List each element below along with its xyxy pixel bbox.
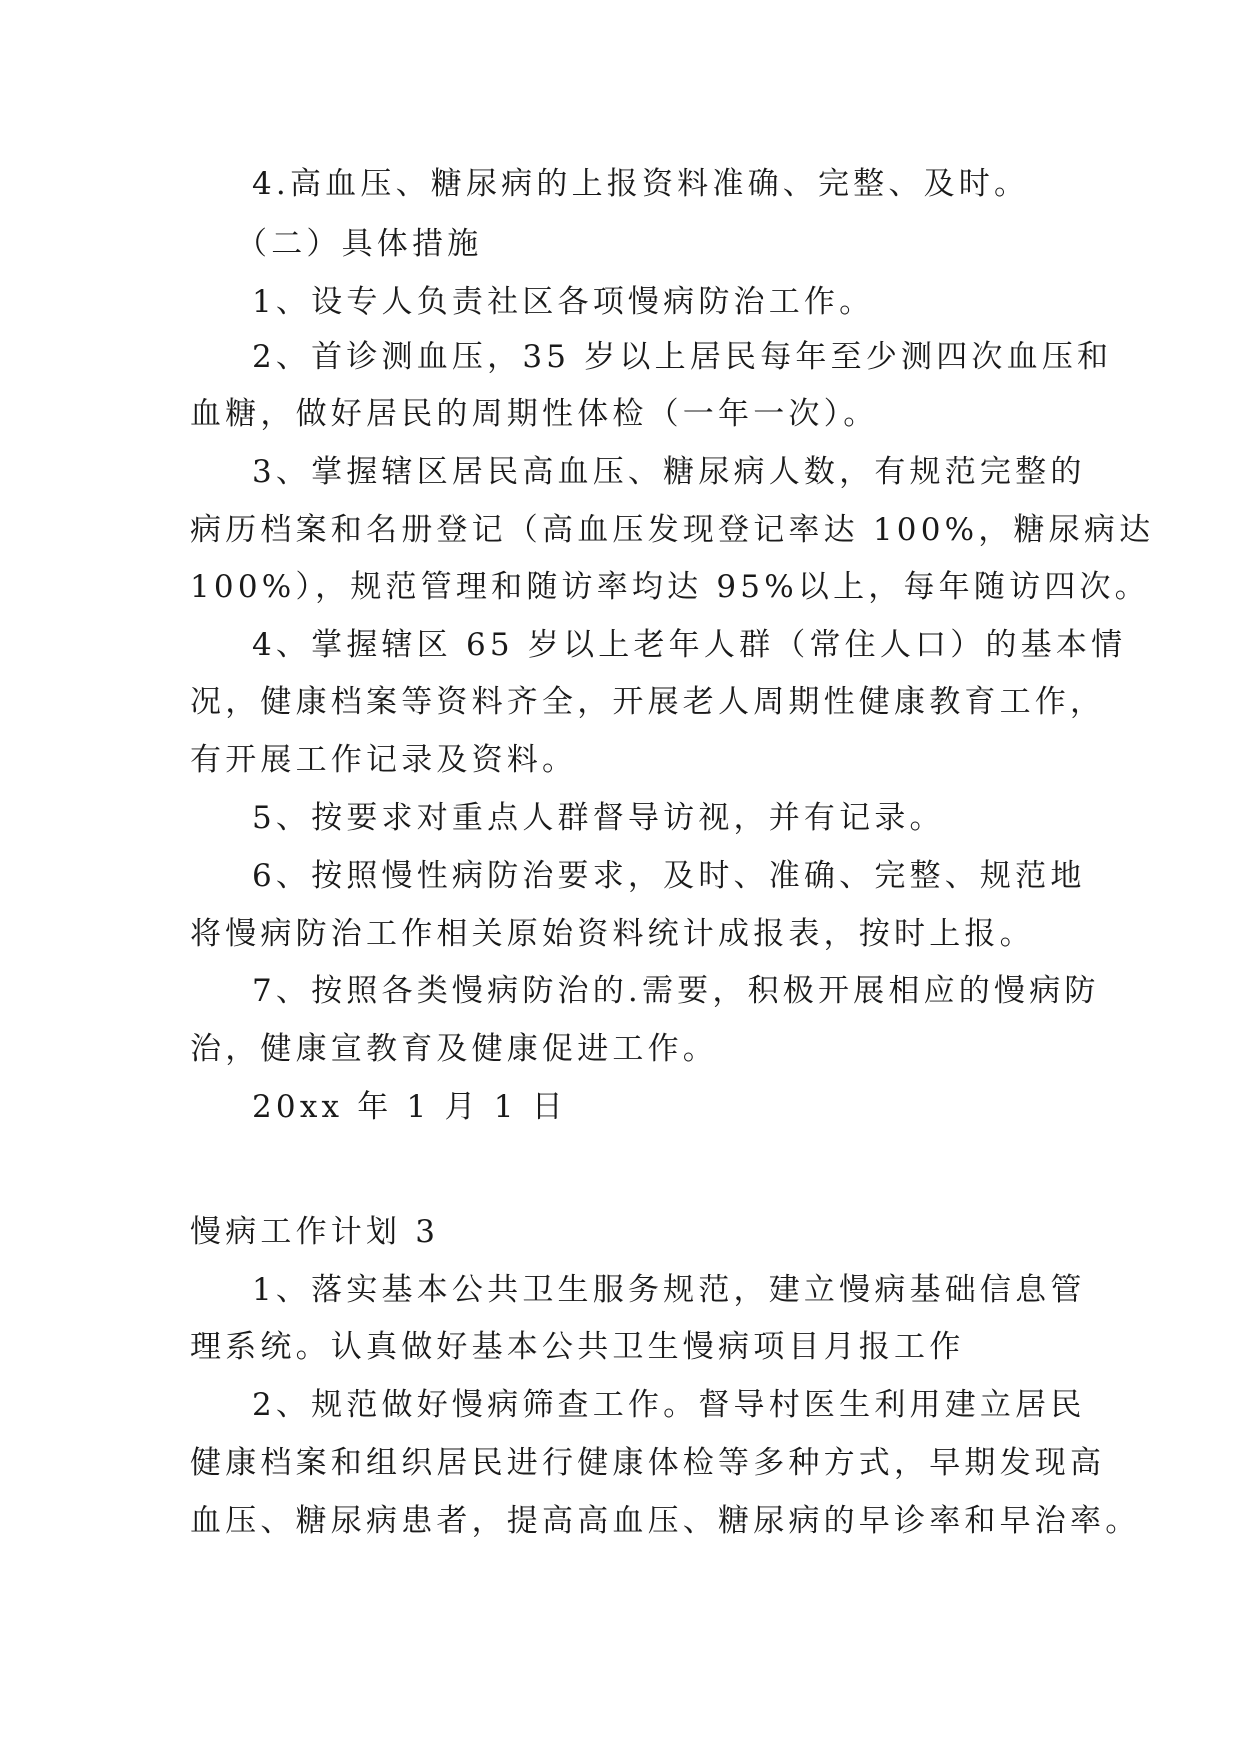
paragraph-line: 血压、糖尿病患者，提高高血压、糖尿病的早诊率和早治率。 bbox=[190, 1503, 1141, 1539]
paragraph-line: 2、规范做好慢病筛查工作。督导村医生利用建立居民 bbox=[252, 1387, 1086, 1423]
paragraph-line: 2、首诊测血压，35 岁以上居民每年至少测四次血压和 bbox=[252, 339, 1113, 375]
paragraph-line: 血糖，做好居民的周期性体检（一年一次）。 bbox=[190, 396, 879, 432]
section-heading: （二）具体措施 bbox=[236, 226, 483, 262]
paragraph-line: 治，健康宣教育及健康促进工作。 bbox=[190, 1031, 718, 1067]
paragraph-line: 5、按要求对重点人群督导访视，并有记录。 bbox=[252, 800, 945, 836]
paragraph-line: 将慢病防治工作相关原始资料统计成报表，按时上报。 bbox=[190, 916, 1035, 952]
paragraph-line: 况，健康档案等资料齐全，开展老人周期性健康教育工作， bbox=[190, 684, 1106, 720]
paragraph-line: 4、掌握辖区 65 岁以上老年人群（常住人口）的基本情 bbox=[252, 627, 1127, 663]
section-title: 慢病工作计划 3 bbox=[190, 1214, 440, 1250]
paragraph-line: 病历档案和名册登记（高血压发现登记率达 100%，糖尿病达 bbox=[190, 512, 1155, 548]
paragraph-line: 7、按照各类慢病防治的.需要，积极开展相应的慢病防 bbox=[252, 973, 1100, 1009]
paragraph-line: 3、掌握辖区居民高血压、糖尿病人数，有规范完整的 bbox=[252, 454, 1086, 490]
paragraph-line: 4.高血压、糖尿病的上报资料准确、完整、及时。 bbox=[252, 166, 1030, 202]
paragraph-line: 6、按照慢性病防治要求，及时、准确、完整、规范地 bbox=[252, 858, 1086, 894]
paragraph-line: 1、设专人负责社区各项慢病防治工作。 bbox=[252, 284, 875, 320]
paragraph-line: 有开展工作记录及资料。 bbox=[190, 742, 578, 778]
date-line: 20xx 年 1 月 1 日 bbox=[252, 1089, 567, 1125]
paragraph-line: 1、落实基本公共卫生服务规范，建立慢病基础信息管 bbox=[252, 1272, 1086, 1308]
paragraph-line: 健康档案和组织居民进行健康体检等多种方式，早期发现高 bbox=[190, 1445, 1106, 1481]
paragraph-line: 100%），规范管理和随访率均达 95%以上，每年随访四次。 bbox=[190, 569, 1150, 605]
paragraph-line: 理系统。认真做好基本公共卫生慢病项目月报工作 bbox=[190, 1329, 965, 1365]
